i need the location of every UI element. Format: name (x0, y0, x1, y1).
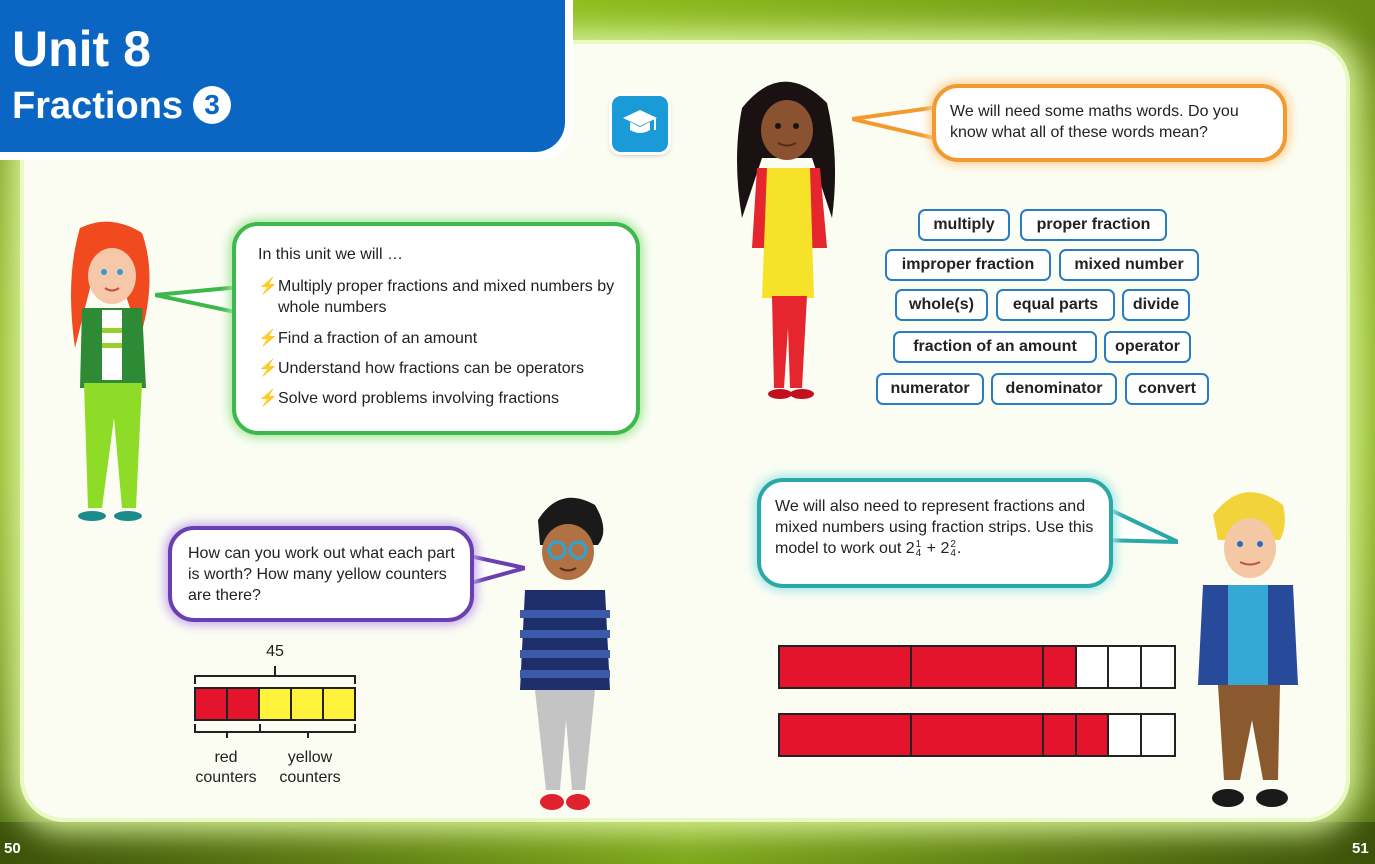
whole-segment (780, 715, 912, 755)
lightning-bolt-icon: ⚡ (258, 360, 278, 377)
word-tile: denominator (991, 373, 1117, 405)
quarter-segment (1109, 647, 1142, 687)
boy-blond-illustration (1188, 480, 1308, 830)
quarter-segment (1077, 715, 1110, 755)
unit-number-badge: 3 (193, 86, 231, 124)
word-tile: operator (1104, 331, 1191, 363)
quarter-segment (1142, 647, 1175, 687)
fraction-strips-text (775, 496, 1100, 559)
question-bubble (168, 526, 474, 622)
aim-item (258, 328, 648, 349)
word-tile: numerator (876, 373, 984, 405)
aim-item (258, 388, 648, 409)
word-tile: convert (1125, 373, 1209, 405)
unit-label: Unit 8 (12, 21, 151, 77)
word-tile: divide (1122, 289, 1190, 321)
word-tile: whole(s) (895, 289, 988, 321)
quarter-segment (1044, 715, 1077, 755)
yellow-counters-label: yellow counters (279, 749, 341, 786)
lightning-bolt-icon: ⚡ (258, 390, 278, 407)
aim-text: Find a fraction of an amount (278, 330, 478, 347)
word-tile: mixed number (1059, 249, 1199, 281)
fraction-strips-sentence: We will also need to represent fractions and mixed numbers using fraction strips. Use this model to work out (775, 498, 1094, 557)
girl-curly-hair-illustration (732, 68, 842, 408)
bottom-band (0, 822, 1375, 864)
fraction-strip (778, 645, 1176, 689)
lightning-bolt-icon: ⚡ (258, 278, 278, 295)
boy-glasses-illustration (510, 490, 620, 830)
lightning-bolt-icon: ⚡ (258, 330, 278, 347)
whole-segment (912, 715, 1044, 755)
aim-text: Solve word problems involving fractions (278, 390, 560, 407)
quarter-segment (1044, 647, 1077, 687)
unit-title-box (0, 0, 565, 152)
whole-segment (912, 647, 1044, 687)
bar-model (190, 660, 365, 740)
addition-expression: 21 4 + 22 4. (905, 538, 962, 559)
question-text: How can you work out what each part is worth? How many yellow counters are there? (188, 545, 455, 604)
word-tile: fraction of an amount (893, 331, 1097, 363)
bar-total-label: 45 (266, 643, 284, 660)
unit-aims-bubble (232, 222, 640, 435)
maths-words-bubble (932, 84, 1287, 162)
red-counters-label: red counters (195, 749, 257, 786)
aims-intro: In this unit we will … (258, 246, 403, 263)
yellow-part (259, 688, 291, 720)
red-part (195, 688, 227, 720)
yellow-part (323, 688, 355, 720)
green-bubble-tail (155, 285, 240, 315)
graduation-cap-icon (622, 108, 658, 140)
fraction-strip (778, 713, 1176, 757)
girl-red-hair-illustration (50, 218, 160, 528)
page-number-right: 51 (1352, 840, 1369, 857)
fraction-strips-bubble (757, 478, 1113, 588)
aim-text: Understand how fractions can be operators (278, 360, 584, 377)
whole-segment (780, 647, 912, 687)
graduation-cap-button[interactable] (612, 96, 668, 152)
page-number-left: 50 (4, 840, 21, 857)
orange-bubble-tail (852, 105, 938, 141)
aim-text: Multiply proper fractions and mixed numbers by whole numbers (278, 278, 615, 316)
aim-item (258, 358, 648, 379)
quarter-segment (1142, 715, 1175, 755)
unit-title-text: Fractions (12, 85, 184, 127)
yellow-part (291, 688, 323, 720)
maths-words-text: We will need some maths words. Do you know what all of these words mean? (950, 103, 1239, 141)
unit-title (12, 85, 231, 128)
word-tile: improper fraction (885, 249, 1051, 281)
word-tile: proper fraction (1020, 209, 1167, 241)
quarter-segment (1109, 715, 1142, 755)
quarter-segment (1077, 647, 1110, 687)
aim-item (258, 276, 648, 318)
red-part (227, 688, 259, 720)
word-tile: multiply (918, 209, 1010, 241)
word-tile: equal parts (996, 289, 1115, 321)
